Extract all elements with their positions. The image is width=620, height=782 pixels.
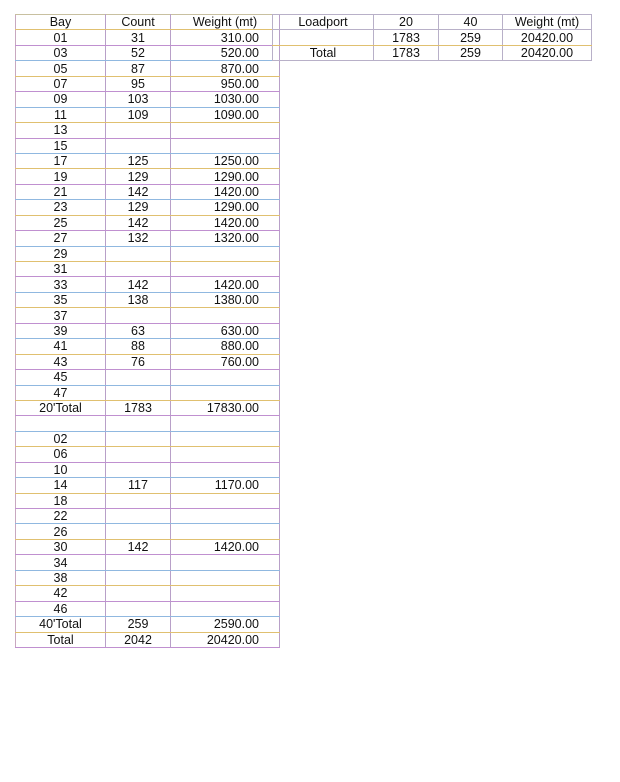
- table-row: [16, 539, 280, 554]
- count-cell: 129: [106, 169, 171, 184]
- count-cell: [106, 308, 171, 323]
- weight-cell: 1170.00: [171, 478, 280, 493]
- count-cell: [106, 493, 171, 508]
- loadport-cell: [273, 30, 374, 45]
- count-cell: [106, 570, 171, 585]
- bay-cell: 18: [16, 493, 106, 508]
- count-cell: [106, 555, 171, 570]
- weight-cell: [171, 462, 280, 477]
- count-cell: 1783: [106, 400, 171, 415]
- bay-cell: 19: [16, 169, 106, 184]
- bay-cell: 02: [16, 431, 106, 446]
- bay-cell: 01: [16, 30, 106, 45]
- weight-cell: [171, 524, 280, 539]
- weight-cell: 1250.00: [171, 153, 280, 168]
- table-row: [16, 76, 280, 91]
- bay-cell: 41: [16, 339, 106, 354]
- table-row: [16, 509, 280, 524]
- weight-cell: 2590.00: [171, 617, 280, 632]
- bay-cell: 31: [16, 262, 106, 277]
- weight-cell: 1420.00: [171, 539, 280, 554]
- count-cell: [106, 416, 171, 431]
- weight-cell: [171, 308, 280, 323]
- loadport-row: [273, 30, 592, 45]
- bay-cell: 14: [16, 478, 106, 493]
- loadport-total-20: 1783: [374, 45, 439, 60]
- header-40: 40: [439, 15, 503, 30]
- weight-cell: [171, 123, 280, 138]
- count-cell: 76: [106, 354, 171, 369]
- table-row: [16, 570, 280, 585]
- table-row: [16, 215, 280, 230]
- bay-cell: 05: [16, 61, 106, 76]
- loadport-total-label: Total: [273, 45, 374, 60]
- weight-cell: [171, 601, 280, 616]
- table-row: [16, 447, 280, 462]
- weight-cell: 1090.00: [171, 107, 280, 122]
- table-row: [16, 400, 280, 415]
- bay-cell: 10: [16, 462, 106, 477]
- table-row: [16, 462, 280, 477]
- weight-cell: 1420.00: [171, 184, 280, 199]
- count-cell: 259: [106, 617, 171, 632]
- table-row: [16, 524, 280, 539]
- weight-cell: 1420.00: [171, 215, 280, 230]
- count-cell: 52: [106, 45, 171, 60]
- weight-cell: 1290.00: [171, 169, 280, 184]
- bay-cell: 33: [16, 277, 106, 292]
- weight-cell: 310.00: [171, 30, 280, 45]
- header-loadport: Loadport: [273, 15, 374, 30]
- count-cell: [106, 524, 171, 539]
- bay-cell: 20'Total: [16, 400, 106, 415]
- table-row: [16, 308, 280, 323]
- header-weight: Weight (mt): [171, 15, 280, 30]
- loadport-count-20: 1783: [374, 30, 439, 45]
- table-row: [16, 339, 280, 354]
- count-cell: 132: [106, 231, 171, 246]
- count-cell: [106, 601, 171, 616]
- weight-cell: [171, 570, 280, 585]
- loadport-table-body: [273, 15, 592, 61]
- bay-cell: 37: [16, 308, 106, 323]
- loadport-summary-table: [272, 14, 592, 61]
- count-cell: [106, 123, 171, 138]
- weight-cell: [171, 555, 280, 570]
- bay-cell: 15: [16, 138, 106, 153]
- table-row: [16, 292, 280, 307]
- count-cell: [106, 447, 171, 462]
- bay-cell: 35: [16, 292, 106, 307]
- weight-cell: 950.00: [171, 76, 280, 91]
- loadport-total-40: 259: [439, 45, 503, 60]
- table-row: [16, 246, 280, 261]
- weight-cell: [171, 586, 280, 601]
- table-row: [16, 385, 280, 400]
- table-row: [16, 277, 280, 292]
- bay-table-body: [16, 15, 280, 648]
- weight-cell: 17830.00: [171, 400, 280, 415]
- weight-cell: 1030.00: [171, 92, 280, 107]
- bay-cell: 27: [16, 231, 106, 246]
- count-cell: 103: [106, 92, 171, 107]
- loadport-header-row: [273, 15, 592, 30]
- weight-cell: 1380.00: [171, 292, 280, 307]
- weight-cell: [171, 370, 280, 385]
- bay-cell: 30: [16, 539, 106, 554]
- count-cell: 31: [106, 30, 171, 45]
- bay-cell: 38: [16, 570, 106, 585]
- weight-cell: 1290.00: [171, 200, 280, 215]
- count-cell: 109: [106, 107, 171, 122]
- bay-cell: 09: [16, 92, 106, 107]
- count-cell: 125: [106, 153, 171, 168]
- count-cell: [106, 385, 171, 400]
- weight-cell: [171, 493, 280, 508]
- count-cell: 142: [106, 184, 171, 199]
- count-cell: 63: [106, 323, 171, 338]
- bay-cell: 25: [16, 215, 106, 230]
- table-row: [16, 92, 280, 107]
- count-cell: [106, 462, 171, 477]
- bay-table-header-row: [16, 15, 280, 30]
- bay-cell: 03: [16, 45, 106, 60]
- bay-summary-table: [15, 14, 280, 648]
- header-20: 20: [374, 15, 439, 30]
- table-row: [16, 555, 280, 570]
- loadport-count-40: 259: [439, 30, 503, 45]
- weight-cell: 870.00: [171, 61, 280, 76]
- count-cell: 87: [106, 61, 171, 76]
- table-row: [16, 601, 280, 616]
- count-cell: [106, 246, 171, 261]
- weight-cell: 520.00: [171, 45, 280, 60]
- table-row: [16, 262, 280, 277]
- count-cell: 95: [106, 76, 171, 91]
- bay-cell: 43: [16, 354, 106, 369]
- count-cell: 2042: [106, 632, 171, 647]
- table-row: [16, 61, 280, 76]
- table-row: [16, 200, 280, 215]
- weight-cell: 20420.00: [171, 632, 280, 647]
- weight-cell: 1320.00: [171, 231, 280, 246]
- table-row: [16, 586, 280, 601]
- table-row: [16, 323, 280, 338]
- weight-cell: [171, 262, 280, 277]
- bay-cell: 42: [16, 586, 106, 601]
- table-row: [16, 231, 280, 246]
- weight-cell: 760.00: [171, 354, 280, 369]
- loadport-weight: 20420.00: [503, 30, 592, 45]
- table-row: [16, 416, 280, 431]
- weight-cell: 880.00: [171, 339, 280, 354]
- table-row: [16, 184, 280, 199]
- table-row: [16, 370, 280, 385]
- count-cell: [106, 509, 171, 524]
- weight-cell: [171, 447, 280, 462]
- weight-cell: [171, 246, 280, 261]
- weight-cell: [171, 138, 280, 153]
- count-cell: 138: [106, 292, 171, 307]
- count-cell: [106, 431, 171, 446]
- count-cell: 142: [106, 539, 171, 554]
- weight-cell: [171, 416, 280, 431]
- bay-cell: 34: [16, 555, 106, 570]
- count-cell: 129: [106, 200, 171, 215]
- bay-cell: 22: [16, 509, 106, 524]
- bay-cell: 06: [16, 447, 106, 462]
- bay-cell: 46: [16, 601, 106, 616]
- weight-cell: [171, 431, 280, 446]
- bay-cell: 26: [16, 524, 106, 539]
- count-cell: [106, 370, 171, 385]
- table-row: [16, 617, 280, 632]
- loadport-total-row: [273, 45, 592, 60]
- weight-cell: 1420.00: [171, 277, 280, 292]
- bay-cell: 13: [16, 123, 106, 138]
- weight-cell: [171, 385, 280, 400]
- table-row: [16, 123, 280, 138]
- bay-cell: 21: [16, 184, 106, 199]
- header-count: Count: [106, 15, 171, 30]
- table-row: [16, 354, 280, 369]
- header-lp-weight: Weight (mt): [503, 15, 592, 30]
- weight-cell: 630.00: [171, 323, 280, 338]
- bay-cell: 23: [16, 200, 106, 215]
- bay-cell: 45: [16, 370, 106, 385]
- bay-cell: 39: [16, 323, 106, 338]
- table-row: [16, 153, 280, 168]
- bay-cell: 17: [16, 153, 106, 168]
- table-row: [16, 632, 280, 647]
- table-row: [16, 478, 280, 493]
- count-cell: 88: [106, 339, 171, 354]
- table-row: [16, 107, 280, 122]
- loadport-total-weight: 20420.00: [503, 45, 592, 60]
- bay-cell: 47: [16, 385, 106, 400]
- bay-cell: 07: [16, 76, 106, 91]
- bay-cell: 29: [16, 246, 106, 261]
- table-row: [16, 45, 280, 60]
- bay-cell: [16, 416, 106, 431]
- table-row: [16, 493, 280, 508]
- count-cell: 142: [106, 277, 171, 292]
- count-cell: 117: [106, 478, 171, 493]
- table-row: [16, 30, 280, 45]
- count-cell: [106, 262, 171, 277]
- table-row: [16, 138, 280, 153]
- bay-cell: 40'Total: [16, 617, 106, 632]
- count-cell: 142: [106, 215, 171, 230]
- header-bay: Bay: [16, 15, 106, 30]
- bay-cell: Total: [16, 632, 106, 647]
- weight-cell: [171, 509, 280, 524]
- count-cell: [106, 586, 171, 601]
- count-cell: [106, 138, 171, 153]
- bay-cell: 11: [16, 107, 106, 122]
- table-row: [16, 431, 280, 446]
- table-row: [16, 169, 280, 184]
